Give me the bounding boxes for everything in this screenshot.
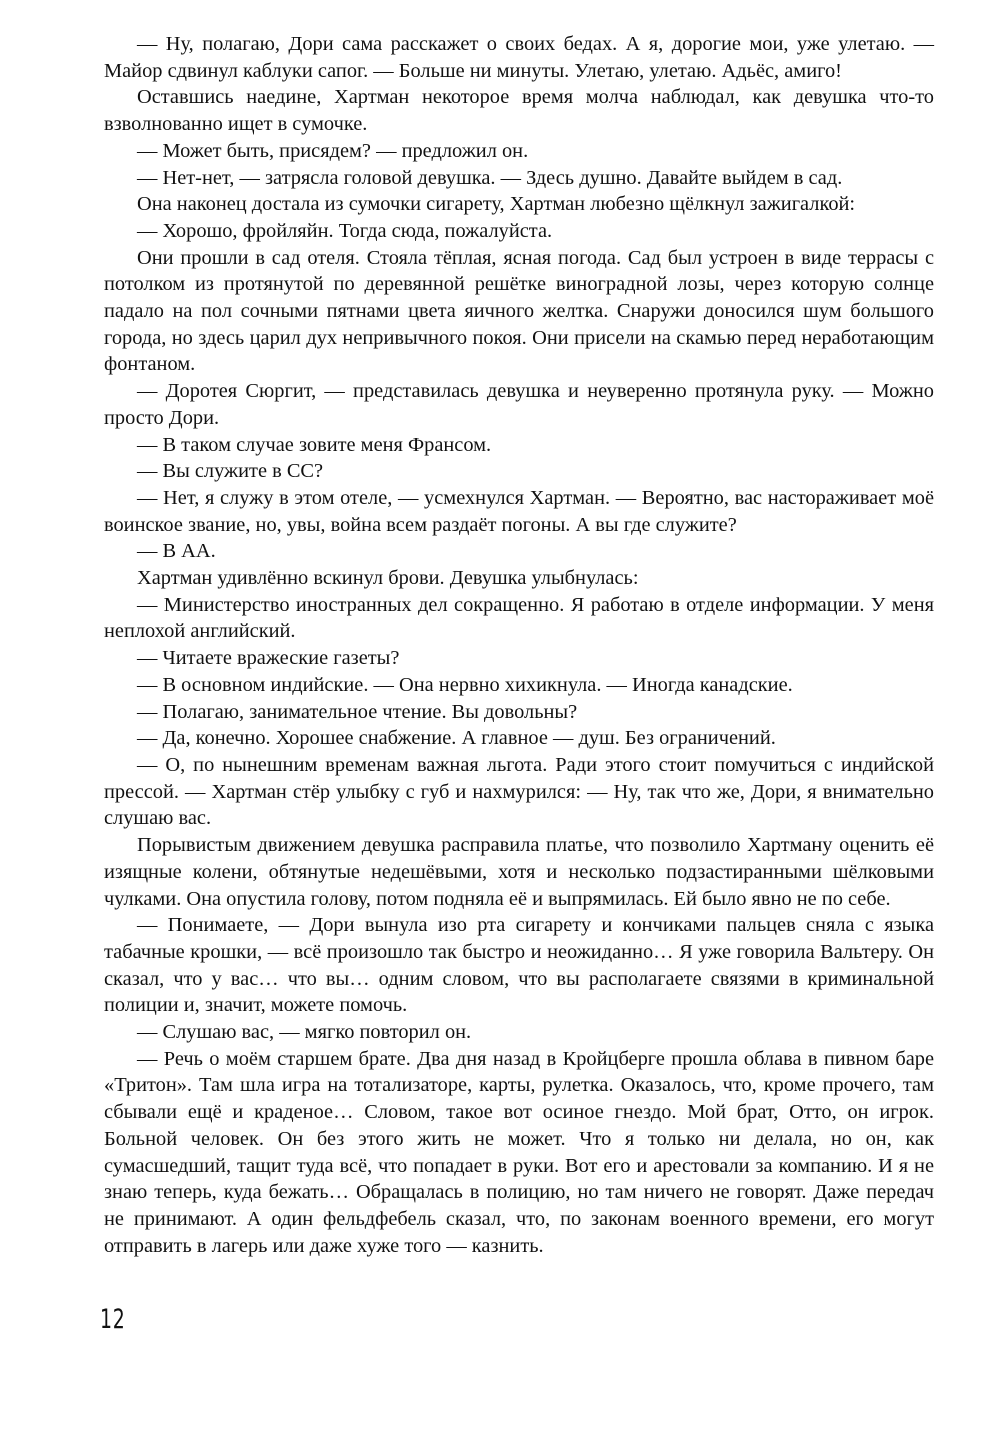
body-text [104, 31, 934, 1259]
paragraph: Она наконец достала из сумочки сигарету, Хартман любезно щёлкнул зажигалкой: [137, 193, 856, 216]
paragraph: — Полагаю, занимательное чтение. Вы довольны? [137, 700, 578, 723]
paragraph: — Слушаю вас, — мягко повторил он. [137, 1021, 472, 1044]
paragraph: — Вы служите в СС? [137, 460, 324, 483]
paragraph: — Читаете вражеские газеты? [137, 647, 400, 670]
paragraph: Они прошли в сад отеля. Стояла тёплая, ясная погода. Сад был устроен в виде террасы с потолком из протянутой по деревянной решётке виноградной лозы, через которую солнце падало на пол сочными пятнами цвета яичного желтка. Снаружи доносился шум большого города, но здесь царил дух непривычного покоя. Они присели на скамью перед неработающим фонтаном. [104, 246, 934, 376]
paragraph: — Ну, полагаю, Дори сама расскажет о своих бедах. А я, дорогие мои, уже улетаю. — Майор сдвинул каблуки сапог. — Больше ни минуты. Улетаю, улетаю. Адьёс, амиго! [104, 33, 934, 82]
paragraph: — Может быть, присядем? — предложил он. [137, 139, 529, 162]
paragraph: — Хорошо, фройляйн. Тогда сюда, пожалуйста. [137, 219, 553, 242]
paragraph: — Речь о моём старшем брате. Два дня назад в Кройцберге прошла облава в пивном баре «Тритон». Там шла игра на тотализаторе, карты, рулетка. Оказалось, что, кроме прочего, там сбывали ещё и краденое… Словом, такое вот осиное гнездо. Мой брат, Отто, он игрок. Больной человек. Он без этого жить не может. Что я только ни делала, но он, как сумасшедший, тащит туда всё, что попадает в руки. Вот его и арестовали за компанию. И я не знаю теперь, куда бежать… Обращалась в полицию, но там ничего не говорят. Даже передач не принимают. А один фельдфебель сказал, что, по законам военного времени, его могут отправить в лагерь или даже хуже того — казнить. [104, 1047, 934, 1257]
paragraph: — Понимаете, — Дори вынула изо рта сигарету и кончиками пальцев сняла с языка табачные крошки, — всё произошло так быстро и неожиданно… Я уже говорила Вальтеру. Он сказал, что у вас… что вы… одним словом, что вы располагаете связями в криминальной полиции и, значит, можете помочь. [104, 914, 934, 1017]
paragraph: Хартман удивлённо вскинул брови. Девушка улыбнулась: [137, 567, 639, 590]
paragraph: — Нет, я служу в этом отеле, — усмехнулся Хартман. — Вероятно, вас настораживает моё воинское звание, но, увы, война всем раздаёт погоны. А вы где служите? [104, 486, 934, 536]
paragraph: — В АА. [137, 540, 216, 563]
paragraph: — В таком случае зовите меня Франсом. [137, 433, 492, 456]
paragraph: — В основном индийские. — Она нервно хихикнула. — Иногда канадские. [137, 673, 793, 696]
paragraph: Оставшись наедине, Хартман некоторое время молча наблюдал, как девушка что-то взволнованно ищет в сумочке. [104, 86, 934, 136]
paragraph: — Да, конечно. Хорошее снабжение. А главное — душ. Без ограничений. [137, 727, 776, 750]
page-number: 12 [100, 1304, 126, 1335]
paragraph: — Министерство иностранных дел сокращенно. Я работаю в отделе информации. У меня неплохой английский. [104, 593, 934, 643]
paragraph: — Доротея Сюргит, — представилась девушка и неуверенно протянула руку. — Можно просто Дори. [104, 380, 934, 429]
paragraph: — О, по нынешним временам важная льгота. Ради этого стоит помучиться с индийской прессой. — Хартман стёр улыбку с губ и нахмурился: — Ну, так что же, Дори, я внимательно слушаю вас. [104, 753, 934, 830]
paragraph: — Нет-нет, — затрясла головой девушка. — Здесь душно. Давайте выйдем в сад. [137, 166, 843, 189]
paragraph: Порывистым движением девушка расправила платье, что позволило Хартману оценить её изящные колени, обтянутые недешёвыми, хотя и несколько подзастиранными шёлковыми чулками. Она опустила голову, потом подняла её и выпрямилась. Ей было явно не по себе. [104, 834, 934, 910]
